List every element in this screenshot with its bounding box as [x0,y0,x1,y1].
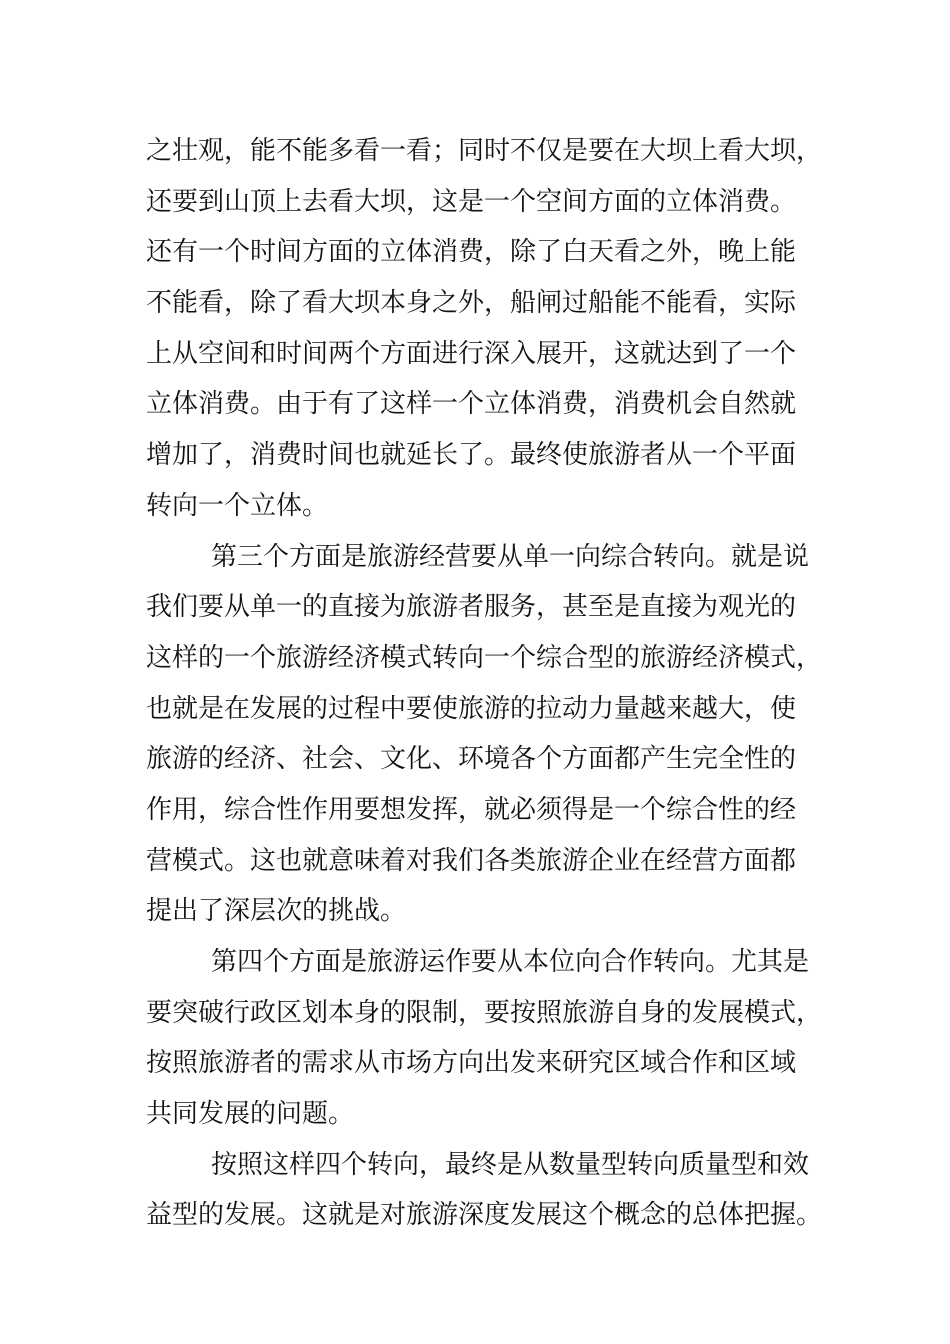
paragraph-4 [146,1140,823,1241]
text-line: 作用，综合性作用要想发挥，就必须得是一个综合性的经 [146,794,797,825]
text-line: 还要到山顶上去看大坝，这是一个空间方面的立体消费。 [146,186,797,217]
text-line: 旅游的经济、社会、文化、环境各个方面都产生完全性的 [146,744,797,775]
text-line: 共同发展的问题。 [146,1099,355,1130]
text-line: 也就是在发展的过程中要使旅游的拉动力量越来越大，使 [146,693,797,724]
paragraph-2 [146,532,823,938]
text-line: 益型的发展。这就是对旅游深度发展这个概念的总体把握。 [146,1200,823,1231]
text-line: 要突破行政区划本身的限制，要按照旅游自身的发展模式， [146,997,823,1028]
text-line: 转向一个立体。 [146,490,329,521]
text-line: 还有一个时间方面的立体消费，除了白天看之外，晚上能 [146,237,797,268]
text-line: 我们要从单一的直接为旅游者服务，甚至是直接为观光的 [146,592,797,623]
text-line: 不能看，除了看大坝本身之外，船闸过船能不能看，实际 [146,288,797,319]
text-line: 立体消费。由于有了这样一个立体消费，消费机会自然就 [146,389,797,420]
text-line: 增加了，消费时间也就延长了。最终使旅游者从一个平面 [146,440,797,471]
text-line: 之壮观，能不能多看一看；同时不仅是要在大坝上看大坝， [146,136,823,166]
text-line-indented: 按照这样四个转向，最终是从数量型转向质量型和效 [211,1149,810,1180]
text-line-indented: 第四个方面是旅游运作要从本位向合作转向。尤其是 [211,947,810,977]
text-line: 提出了深层次的挑战。 [146,896,407,927]
text-line: 按照旅游者的需求从市场方向出发来研究区域合作和区域 [146,1048,797,1079]
paragraph-3 [146,937,823,1140]
paragraph-1 [146,126,823,532]
text-line: 营模式。这也就意味着对我们各类旅游企业在经营方面都 [146,845,797,876]
document-body [146,126,823,1241]
text-line: 上从空间和时间两个方面进行深入展开，这就达到了一个 [146,338,797,369]
text-line-indented: 第三个方面是旅游经营要从单一向综合转向。就是说 [211,541,810,572]
text-line: 这样的一个旅游经济模式转向一个综合型的旅游经济模式， [146,642,823,673]
